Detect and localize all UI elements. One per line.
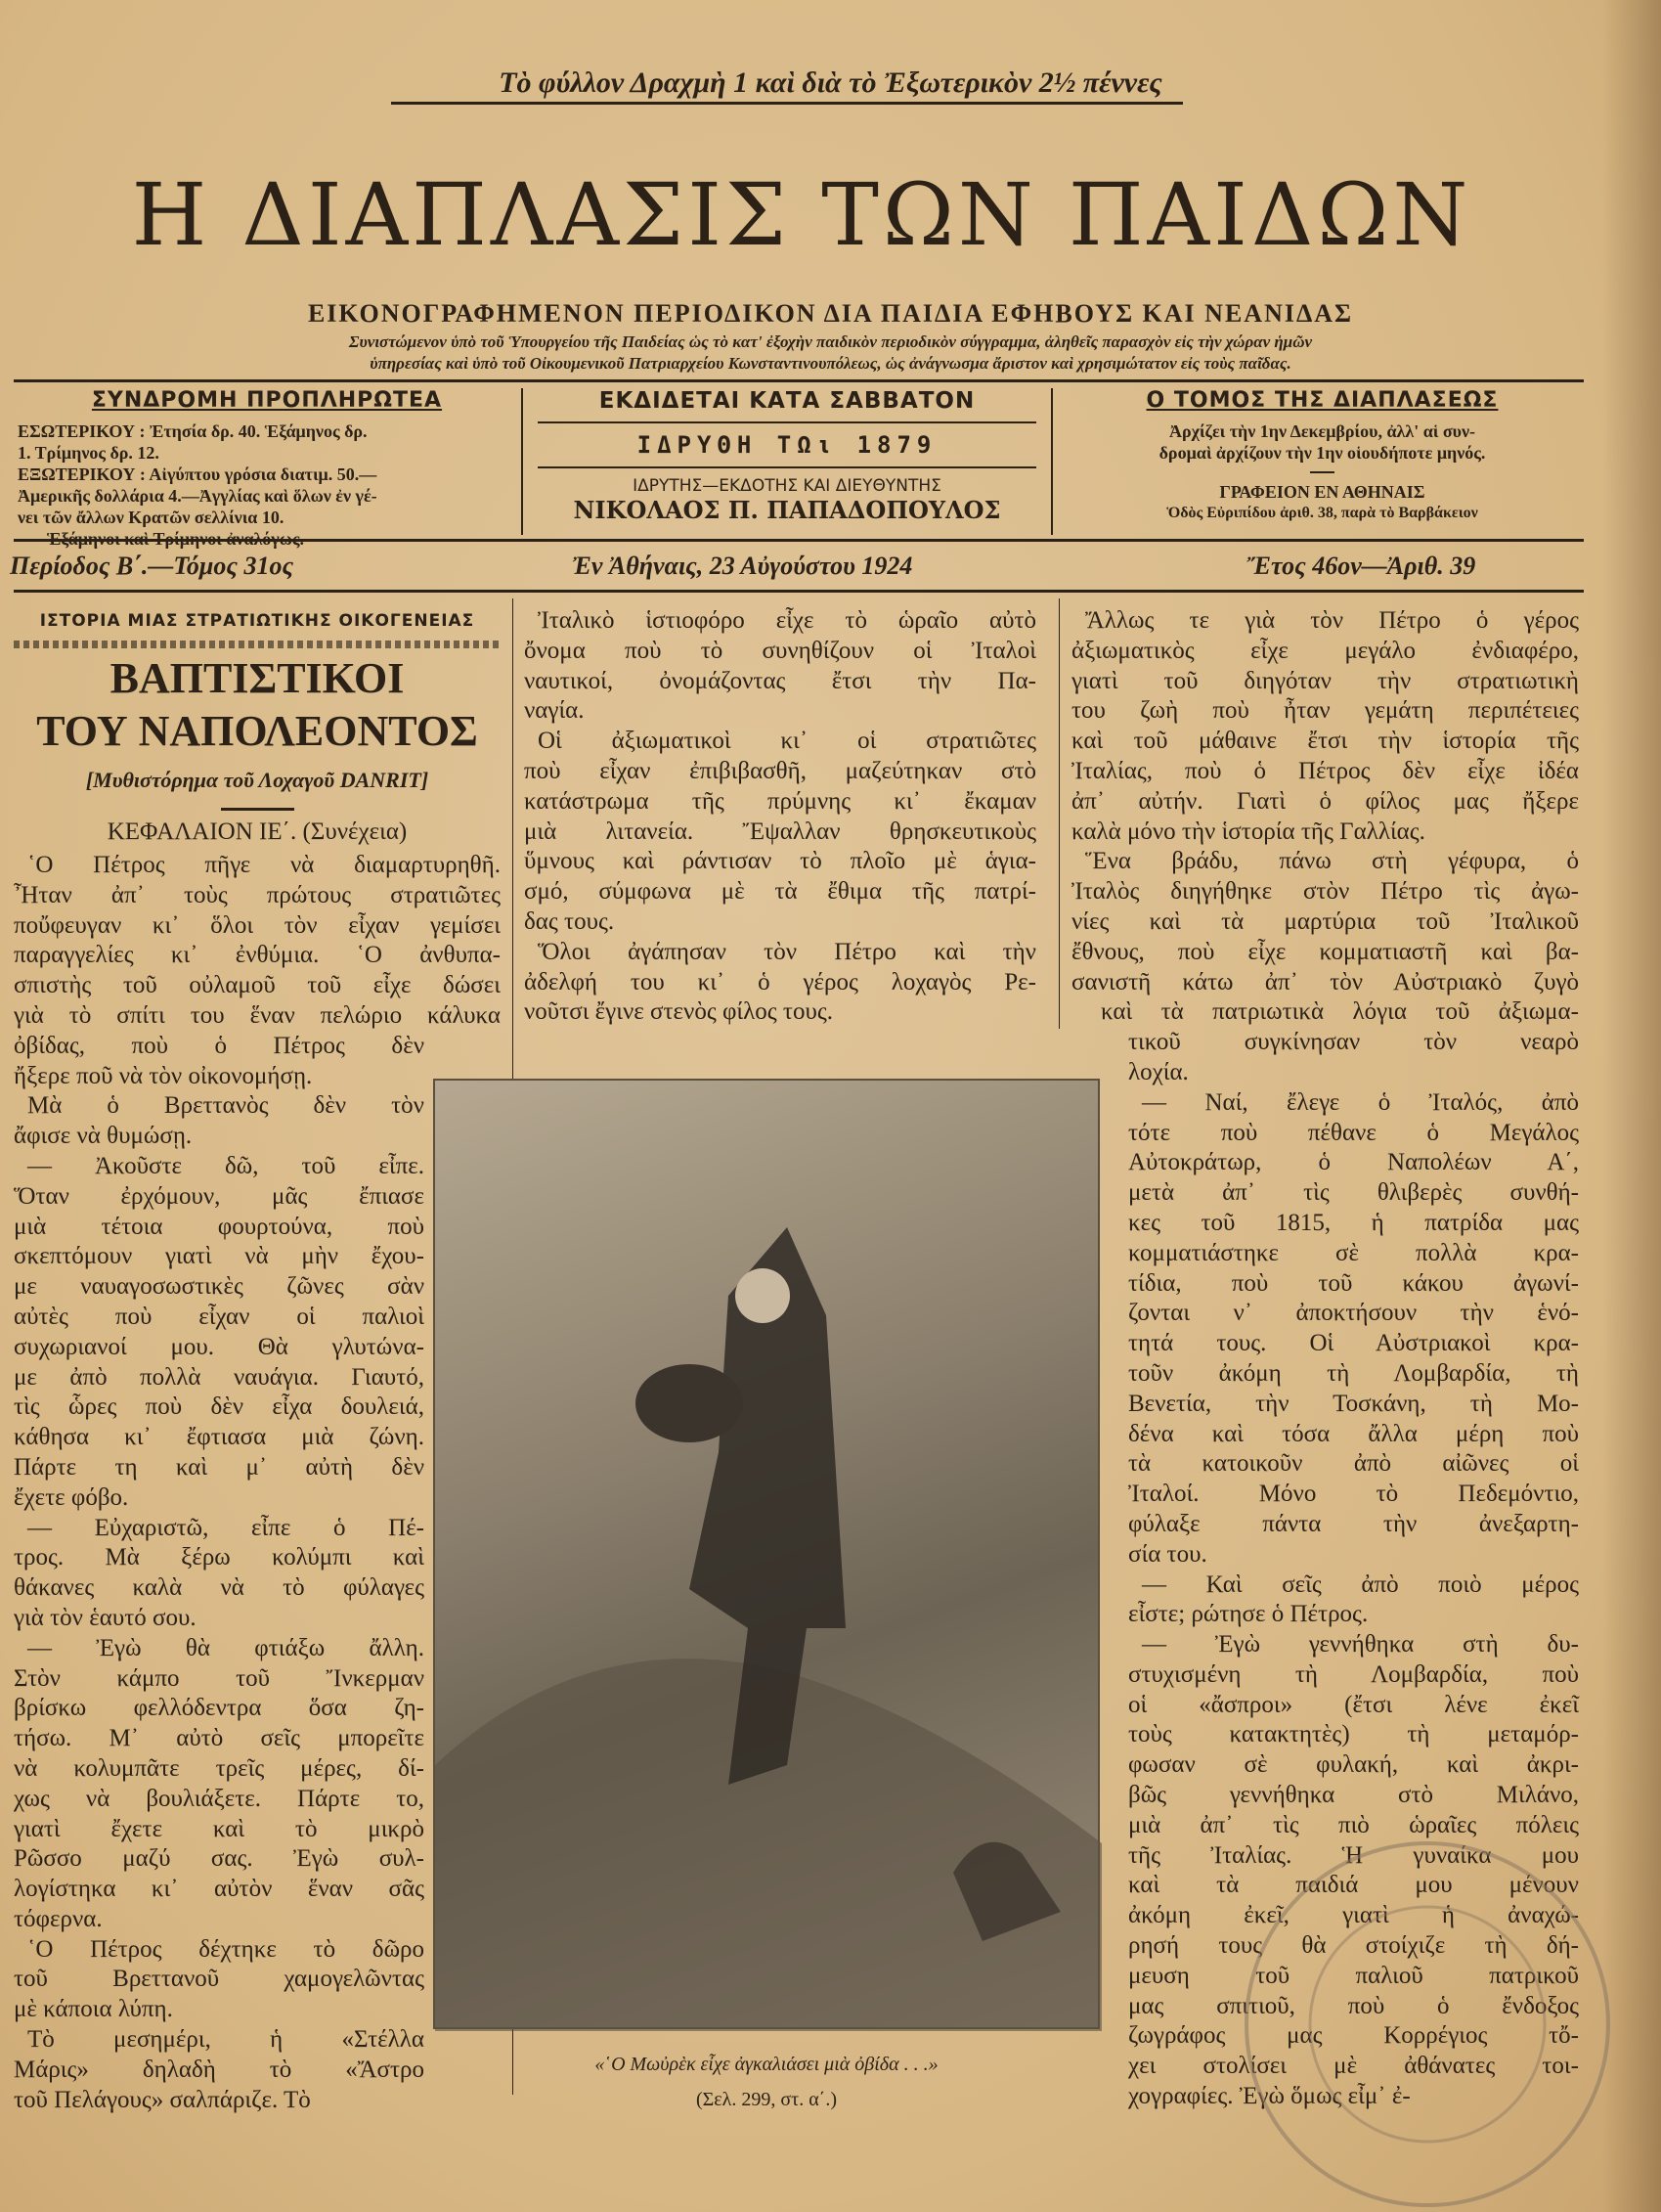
publication-schedule: ΕΚΔΙΔΕΤΑΙ ΚΑΤΑ ΣΑΒΒΑΤΟΝ <box>598 388 976 414</box>
text-line: Βενετία, τὴν Τοσκάνη, τὴ Μο- <box>1128 1390 1579 1417</box>
article-byline: [Μυθιστόρημα τοῦ Λοχαγοῦ DANRIT] <box>85 767 429 792</box>
text-line: κομματιάστηκε σὲ πολλὰ κρα- <box>1128 1239 1579 1266</box>
text-line: Ἦταν ἀπ᾽ τοὺς πρώτους στρατιῶτες <box>14 881 501 908</box>
text-line: ζωγράφος μας Κορρέγιος τὄ- <box>1128 2022 1579 2050</box>
text-line: μὲ κάποια λύπη. <box>14 1996 173 2023</box>
text-line: Ὅλοι ἀγάπησαν τὸν Πέτρο καὶ τὴν <box>538 938 1036 965</box>
text-line: τόφερνα. <box>14 1905 103 1932</box>
text-line: σκεπτόμουν γιατὶ νὰ μὴν ἔχου- <box>14 1243 424 1270</box>
text-line: δένα καὶ τόσα ἄλλα μέρη ποὺ <box>1128 1420 1579 1447</box>
recommendation-line: Συνιστώμενον ὑπὸ τοῦ Ὑπουργείου τῆς Παιδείας ὡς τὸ κατ' ἐξοχὴν παιδικὸν περιοδικὸν σύγγραμμα, ἀληθεῖς παρασχὸν εἰς τὴν χώραν ἡμῶν <box>348 332 1313 351</box>
text-line: χως νὰ βουλιάξετε. Πάρτε το, <box>14 1785 424 1812</box>
text-line: ἔθνους, ποὺ εἶχε κομματιαστῆ καὶ βα- <box>1071 938 1579 965</box>
text-line: Ἰταλὸς διηγήθηκε στὸν Πέτρο τὶς ἀγω- <box>1071 878 1579 906</box>
text-line: τρος. Μὰ ξέρω κολύμπι καὶ <box>14 1544 424 1571</box>
text-line: με ἀπὸ πολλὰ ναυάγια. Γιαυτό, <box>14 1363 424 1391</box>
text-line: κες τοῦ 1815, ἡ πατρίδα μας <box>1128 1209 1579 1236</box>
column-divider <box>1059 598 1060 1029</box>
text-line: φωσαν σὲ φυλακή, καὶ ἀκρι- <box>1128 1751 1579 1779</box>
text-line: νὰ κολυμπᾶτε τρεῖς μέρες, δί- <box>14 1754 424 1782</box>
text-line: ποὔφευγαν κι᾽ ὅλοι τὸν εἶχαν γεμίσει <box>14 911 501 939</box>
text-line: σμό, σύμφωνα μὲ τὰ ἔθιμα τῆς πατρί- <box>524 878 1036 906</box>
text-line: καὶ τὰ παιδιά μου μένουν <box>1128 1872 1579 1899</box>
article-kicker: ΙΣΤΟΡΙΑ ΜΙΑΣ ΣΤΡΑΤΙΩΤΙΚΗΣ ΟΙΚΟΓΕΝΕΙΑΣ <box>39 611 475 631</box>
text-line: τοῦν ἀκόμη τὴ Λομβαρδία, τὴ <box>1128 1359 1579 1387</box>
divider <box>14 590 1584 593</box>
illustration-reference: (Σελ. 299, στ. α΄.) <box>695 2089 837 2110</box>
text-line: με ναυαγοσωστικὲς ζῶνες σὰν <box>14 1273 424 1301</box>
text-line: τητά τους. Οἱ Αὐστριακοὶ κρα- <box>1128 1330 1579 1357</box>
text-line: ὀβίδας, ποὺ ὁ Πέτρος δὲν <box>14 1032 424 1059</box>
archive-stamp <box>1222 1819 1633 2210</box>
text-line: τῆς Ἰταλίας. Ἡ γυναίκα μου <box>1128 1841 1579 1869</box>
text-line: ζονται ν᾽ ἀποκτήσουν τὴν ἑνό- <box>1128 1300 1579 1327</box>
text-line: θάκανες καλὰ νὰ τὸ φύλαγες <box>14 1574 424 1602</box>
divider <box>521 388 523 535</box>
text-line: νίες καὶ τὰ μαρτύρια τοῦ Ἰταλικοῦ <box>1071 907 1579 935</box>
text-line: σπιστὴς τοῦ οὐλαμοῦ τοῦ εἶχε δώσει <box>14 972 501 999</box>
text-line: τὶς ὧρες ποὺ δὲν εἶχα δουλειά, <box>14 1394 424 1421</box>
text-line: γιὰ τὸ σπίτι του ἕναν πελώριο κάλυκα <box>14 1001 501 1029</box>
text-line: καὶ τὰ πατριωτικὰ λόγια τοῦ ἀξιωμα- <box>1101 998 1579 1026</box>
subscription-line: ΕΞΩΤΕΡΙΚΟΥ : Αἰγύπτου γρόσια διατιμ. 50.— <box>18 465 377 484</box>
text-line: ἄφισε νὰ θυμώσῃ. <box>14 1123 193 1150</box>
text-line: Πάρτε τη καὶ μ᾽ αὐτὴ δὲν <box>14 1453 424 1481</box>
text-line: ὕμνους καὶ ράντισαν τὸ πλοῖο μὲ ἁγια- <box>524 848 1036 875</box>
column-2-text <box>524 606 1036 1028</box>
text-line: βρίσκω φελλόδεντρα ὅσα ζη- <box>14 1695 424 1722</box>
text-line: ἀπ᾽ αὐτήν. Γιατὶ ὁ φίλος μας ἤξερε <box>1071 787 1579 815</box>
text-line: — Ἐγὼ γεννήθηκα στὴ δυ- <box>1142 1631 1579 1659</box>
text-line: τοῦ Πελάγους» σαλπάριζε. Τὸ <box>14 2086 311 2113</box>
text-line: καλὰ μόνο τὴν ἱστορία τῆς Γαλλίας. <box>1071 818 1425 845</box>
text-line: ρησή τους θὰ στοίχιζε τὴ δή- <box>1128 1932 1579 1960</box>
text-line: τὰ κατοικοῦν ἀπὸ αἰῶνες οἱ <box>1128 1450 1579 1478</box>
subscription-heading: ΣΥΝΔΡΟΜΗ ΠΡΟΠΛΗΡΩΤΕΑ <box>91 388 443 413</box>
text-line: Ἰταλικὸ ἱστιοφόρο εἶχε τὸ ὡραῖο αὐτὸ <box>538 607 1036 634</box>
text-line: Αὐτοκράτωρ, ὁ Ναπολέων Α΄, <box>1128 1149 1579 1176</box>
text-line: κατάστρωμα τῆς πρύμνης κι᾽ ἔκαμαν <box>524 787 1036 815</box>
founded-year: ΙΔΡΥΘΗ ΤΩι 1879 <box>636 431 938 459</box>
divider <box>14 539 1584 542</box>
volume-heading: Ο ΤΟΜΟΣ ΤΗΣ ΔΙΑΠΛΑΣΕΩΣ <box>1146 388 1499 413</box>
office-address: Ὁδὸς Εὐριπίδου ἀριθ. 38, παρὰ τὸ Βαρβάκειον <box>1166 505 1478 521</box>
text-line: μας σπιτιοῦ, ποὺ ὁ ἔνδοξος <box>1128 1992 1579 2019</box>
text-line: οἱ «ἄσπροι» (ἔτσι λένε ἐκεῖ <box>1128 1691 1579 1718</box>
text-line: ῾Ο Πέτρος δέχτηκε τὸ δῶρο <box>27 1935 424 1963</box>
text-line: ποὺ εἶχαν ἐπιβιβασθῆ, μαζεύτηκαν στὸ <box>524 757 1036 784</box>
text-line: χογραφίες. Ἐγὼ ὅμως εἶμ᾽ ἐ- <box>1128 2083 1411 2110</box>
article-heading <box>14 606 501 822</box>
divider <box>221 808 294 811</box>
volume-line: Ἀρχίζει τὴν 1ην Δεκεμβρίου, ἀλλ' αἱ συν- <box>1169 421 1475 441</box>
text-line: τήσω. Μ᾽ αὐτὸ σεῖς μπορεῖτε <box>14 1725 424 1752</box>
text-line: τοὺς κατακτητὲς) τὴ μεταμόρ- <box>1128 1721 1579 1748</box>
text-line: τότε ποὺ πέθανε ὁ Μεγάλος <box>1128 1119 1579 1146</box>
text-line: ῾Ο Πέτρος πῆγε νὰ διαμαρτυρηθῆ. <box>27 852 501 878</box>
text-line: Ἄλλως τε γιὰ τὸν Πέτρο ὁ γέρος <box>1085 607 1579 634</box>
text-line: ναυτικοί, ὀνομάζοντας ἔτσι τὴν Πα- <box>524 667 1036 694</box>
text-line: σανιστῆ κάτω ἀπ᾽ τὸν Αὐστριακὸ ζυγὸ <box>1071 968 1579 995</box>
subscription-box <box>18 388 516 535</box>
volume-line: δρομαὶ ἀρχίζουν τὴν 1ην οἱουδήποτε μηνός. <box>1158 443 1486 463</box>
text-line: φύλαξε πάντα τὴν ἀνεξαρτη- <box>1128 1510 1579 1537</box>
text-line: ἤξερε ποῦ νὰ τὸν οἰκονομήσῃ. <box>14 1062 313 1089</box>
text-line: παραγγελίες κι᾽ ἐνθύμια. ῾Ο ἀνθυπα- <box>14 942 501 969</box>
publisher-role: ΙΔΡΥΤΗΣ—ΕΚΔΟΤΗΣ ΚΑΙ ΔΙΕΥΘΥΝΤΗΣ <box>633 476 941 496</box>
text-line: μετὰ ἀπ᾽ τὶς θλιβερὲς συνθή- <box>1128 1179 1579 1207</box>
text-line: στυχισμένη τὴ Λομβαρδία, ποὺ <box>1128 1660 1579 1688</box>
subscription-line: ΕΣΩΤΕΡΙΚΟΥ : Ἐτησία δρ. 40. Ἑξάμηνος δρ. <box>18 421 368 441</box>
text-line: Ἰταλοί. Μόνο τὸ Πεδεμόντιο, <box>1128 1481 1579 1508</box>
text-line: ἀξιωματικὸς εἶχε μεγάλο ἐνδιαφέρο, <box>1071 637 1579 664</box>
text-line: μιὰ ἀπ᾽ τὶς πιὸ ὡραῖες πόλεις <box>1128 1811 1579 1838</box>
text-line: λογίστηκα κι᾽ αὐτὸν ἕναν σᾶς <box>14 1876 424 1903</box>
chapter-heading: ΚΕΦΑΛΑΙΟΝ ΙΕ΄. (Συνέχεια) <box>107 818 408 845</box>
text-line: καὶ τοῦ μάθαινε ἔτσι τὴν ἱστορία τῆς <box>1071 728 1579 755</box>
text-line: ἔχετε φόβο. <box>14 1483 129 1511</box>
text-line: ἀδελφή του κι᾽ ὁ γέρος λοχαγὸς Ρε- <box>524 968 1036 995</box>
text-line: εἶστε; ρώτησε ὁ Πέτρος. <box>1128 1601 1369 1628</box>
text-line: Ἰταλίας, ποὺ ὁ Πέτρος δὲν εἶχε ἰδέα <box>1071 757 1579 784</box>
soldier-illustration <box>435 1081 1102 2031</box>
text-line: ὄνομα ποὺ τὸ συνηθίζουν οἱ Ἰταλοὶ <box>524 637 1036 664</box>
masthead-logo-text: Η ΔΙΑΠΛΑΣΙΣ ΤΩΝ ΠΑΙΔΩΝ <box>131 164 1472 265</box>
publisher-name: ΝΙΚΟΛΑΟΣ Π. ΠΑΠΑΔΟΠΟΥΛΟΣ <box>573 496 1001 524</box>
text-line: αὐτὲς ποὺ εἶχαν οἱ παλιοὶ <box>14 1303 424 1330</box>
text-line: Ὅταν ἐρχόμουν, μᾶς ἔπιασε <box>14 1182 424 1210</box>
issue-period: Περίοδος Β΄.—Τόμος 31ος <box>10 552 294 580</box>
recommendation-line: ὑπηρεσίας καὶ ὑπὸ τοῦ Οἰκουμενικοῦ Πατριαρχείου Κωνσταντινουπόλεως, ὡς ἀνάγνωσμα ἄριστον καὶ χρησιμώτατον εἰς τοὺς παῖδας. <box>370 354 1291 373</box>
text-line: Μὰ ὁ Βρεττανὸς δὲν τὸν <box>27 1092 424 1120</box>
masthead-logo <box>39 156 1564 284</box>
text-line: σία του. <box>1128 1540 1207 1568</box>
text-line: Ρῶσσο μαζύ σας. Ἐγὼ συλ- <box>14 1845 424 1873</box>
text-line: ναγία. <box>524 697 585 725</box>
volume-box <box>1061 388 1584 535</box>
text-line: χει στολίσει μὲ ἀθάνατες τοι- <box>1128 2053 1579 2080</box>
text-line: Τὸ μεσημέρι, ἡ «Στέλλα <box>27 2026 424 2054</box>
text-line: βῶς γεννήθηκα στὸ Μιλάνο, <box>1128 1782 1579 1809</box>
text-line: κάθησα κι᾽ ἔφτιασα μιὰ ζώνη. <box>14 1424 424 1451</box>
subscription-line: 1. Τρίμηνος δρ. 12. <box>18 443 159 463</box>
text-line: νοῦτσι ἔγινε στενὸς φίλος τους. <box>524 998 833 1026</box>
text-line: Στὸν κάμπο τοῦ Ἴνκερμαν <box>14 1664 424 1692</box>
text-line: Οἱ ἀξιωματικοὶ κι᾽ οἱ στρατιῶτες <box>538 728 1036 755</box>
illustration-caption: «῾Ο Μωὐρὲκ εἶχε ἀγκαλιάσει μιὰ ὀβίδα . . .» <box>594 2054 939 2075</box>
illustration <box>433 1079 1100 2029</box>
article-title: ΒΑΠΤΙΣΤΙΚΟΙ <box>109 653 405 702</box>
text-line: τίδια, ποὺ τοῦ κάκου ἀγωνί- <box>1128 1269 1579 1297</box>
text-line: γιατὶ τοῦ διηγόταν τὴν στρατιωτικὴ <box>1071 667 1579 694</box>
text-line: γιὰ τὸν ἑαυτό σου. <box>14 1604 197 1631</box>
text-line: — Εὐχαριστῶ, εἶπε ὁ Πέ- <box>27 1514 424 1541</box>
text-line: Ἕνα βράδυ, πάνω στὴ γέφυρα, ὁ <box>1085 848 1579 875</box>
masthead-subtitle: ΕΙΚΟΝΟΓΡΑΦΗΜΕΝΟΝ ΠΕΡΙΟΔΙΚΟΝ ΔΙΑ ΠΑΙΔΙΑ ΕΦΗΒΟΥΣ ΚΑΙ ΝΕΑΝΙΔΑΣ <box>307 299 1354 328</box>
text-line: — Ἀκοῦστε δῶ, τοῦ εἶπε. <box>27 1152 424 1179</box>
text-line: λοχία. <box>1128 1058 1189 1085</box>
text-line: μευση τοῦ παλιοῦ πατρικοῦ <box>1128 1962 1579 1989</box>
column-1-text <box>14 851 501 2115</box>
text-line: συχωριανοί μου. Θὰ γλυτώνα- <box>14 1333 424 1360</box>
office-heading: ΓΡΑΦΕΙΟΝ ΕΝ ΑΘΗΝΑΙΣ <box>1219 482 1425 502</box>
divider <box>14 379 1584 382</box>
subscription-line: Ἀμερικῆς δολλάρια 4.—Ἀγγλίας καὶ ὅλων ἐν γέ- <box>18 486 377 506</box>
text-line: γιατὶ ἔχετε καὶ τὸ μικρὸ <box>14 1815 424 1842</box>
publication-box <box>528 388 1046 535</box>
text-line: — Ναί, ἔλεγε ὁ Ἰταλός, ἀπὸ <box>1142 1088 1579 1116</box>
subscription-line: νει τῶν ἄλλων Κρατῶν σελλίνια 10. <box>18 508 284 527</box>
divider <box>1051 388 1053 535</box>
divider <box>391 102 1183 105</box>
text-line: δας τους. <box>524 907 615 935</box>
text-line: ἀκόμη ἐκεῖ, γιατὶ ἡ ἀναχώ- <box>1128 1902 1579 1929</box>
text-line: — Καὶ σεῖς ἀπὸ ποιὸ μέρος <box>1142 1571 1579 1598</box>
issue-number: Ἔτος 46ον—Ἀριθ. 39 <box>1246 552 1476 580</box>
wavy-divider <box>14 641 501 648</box>
issue-date: Ἐν Ἀθήναις, 23 Αὐγούστου 1924 <box>572 552 913 580</box>
text-line: μιὰ λιτανεία. Ἔψαλλαν θρησκευτικοὺς <box>524 818 1036 845</box>
article-title: ΤΟΥ ΝΑΠΟΛΕΟΝΤΟΣ <box>36 706 478 755</box>
text-line: τοῦ Βρεττανοῦ χαμογελῶντας <box>14 1966 424 1993</box>
text-line: — Ἐγὼ θὰ φτιάξω ἄλλη. <box>27 1634 424 1661</box>
text-line: Μάρις» δηλαδὴ τὸ «Ἄστρο <box>14 2056 424 2083</box>
text-line: τικοῦ συγκίνησαν τὸν νεαρὸ <box>1128 1029 1579 1056</box>
price-notice: Τὸ φύλλον Δραχμὴ 1 καὶ διὰ τὸ Ἐξωτερικὸν 2½ πέννες <box>499 66 1162 99</box>
text-line: του ζωὴ ποὺ ἦταν γεμάτη περιπέτειες <box>1071 697 1579 725</box>
text-line: μιὰ τέτοια φουρτούνα, ποὺ <box>14 1213 424 1240</box>
